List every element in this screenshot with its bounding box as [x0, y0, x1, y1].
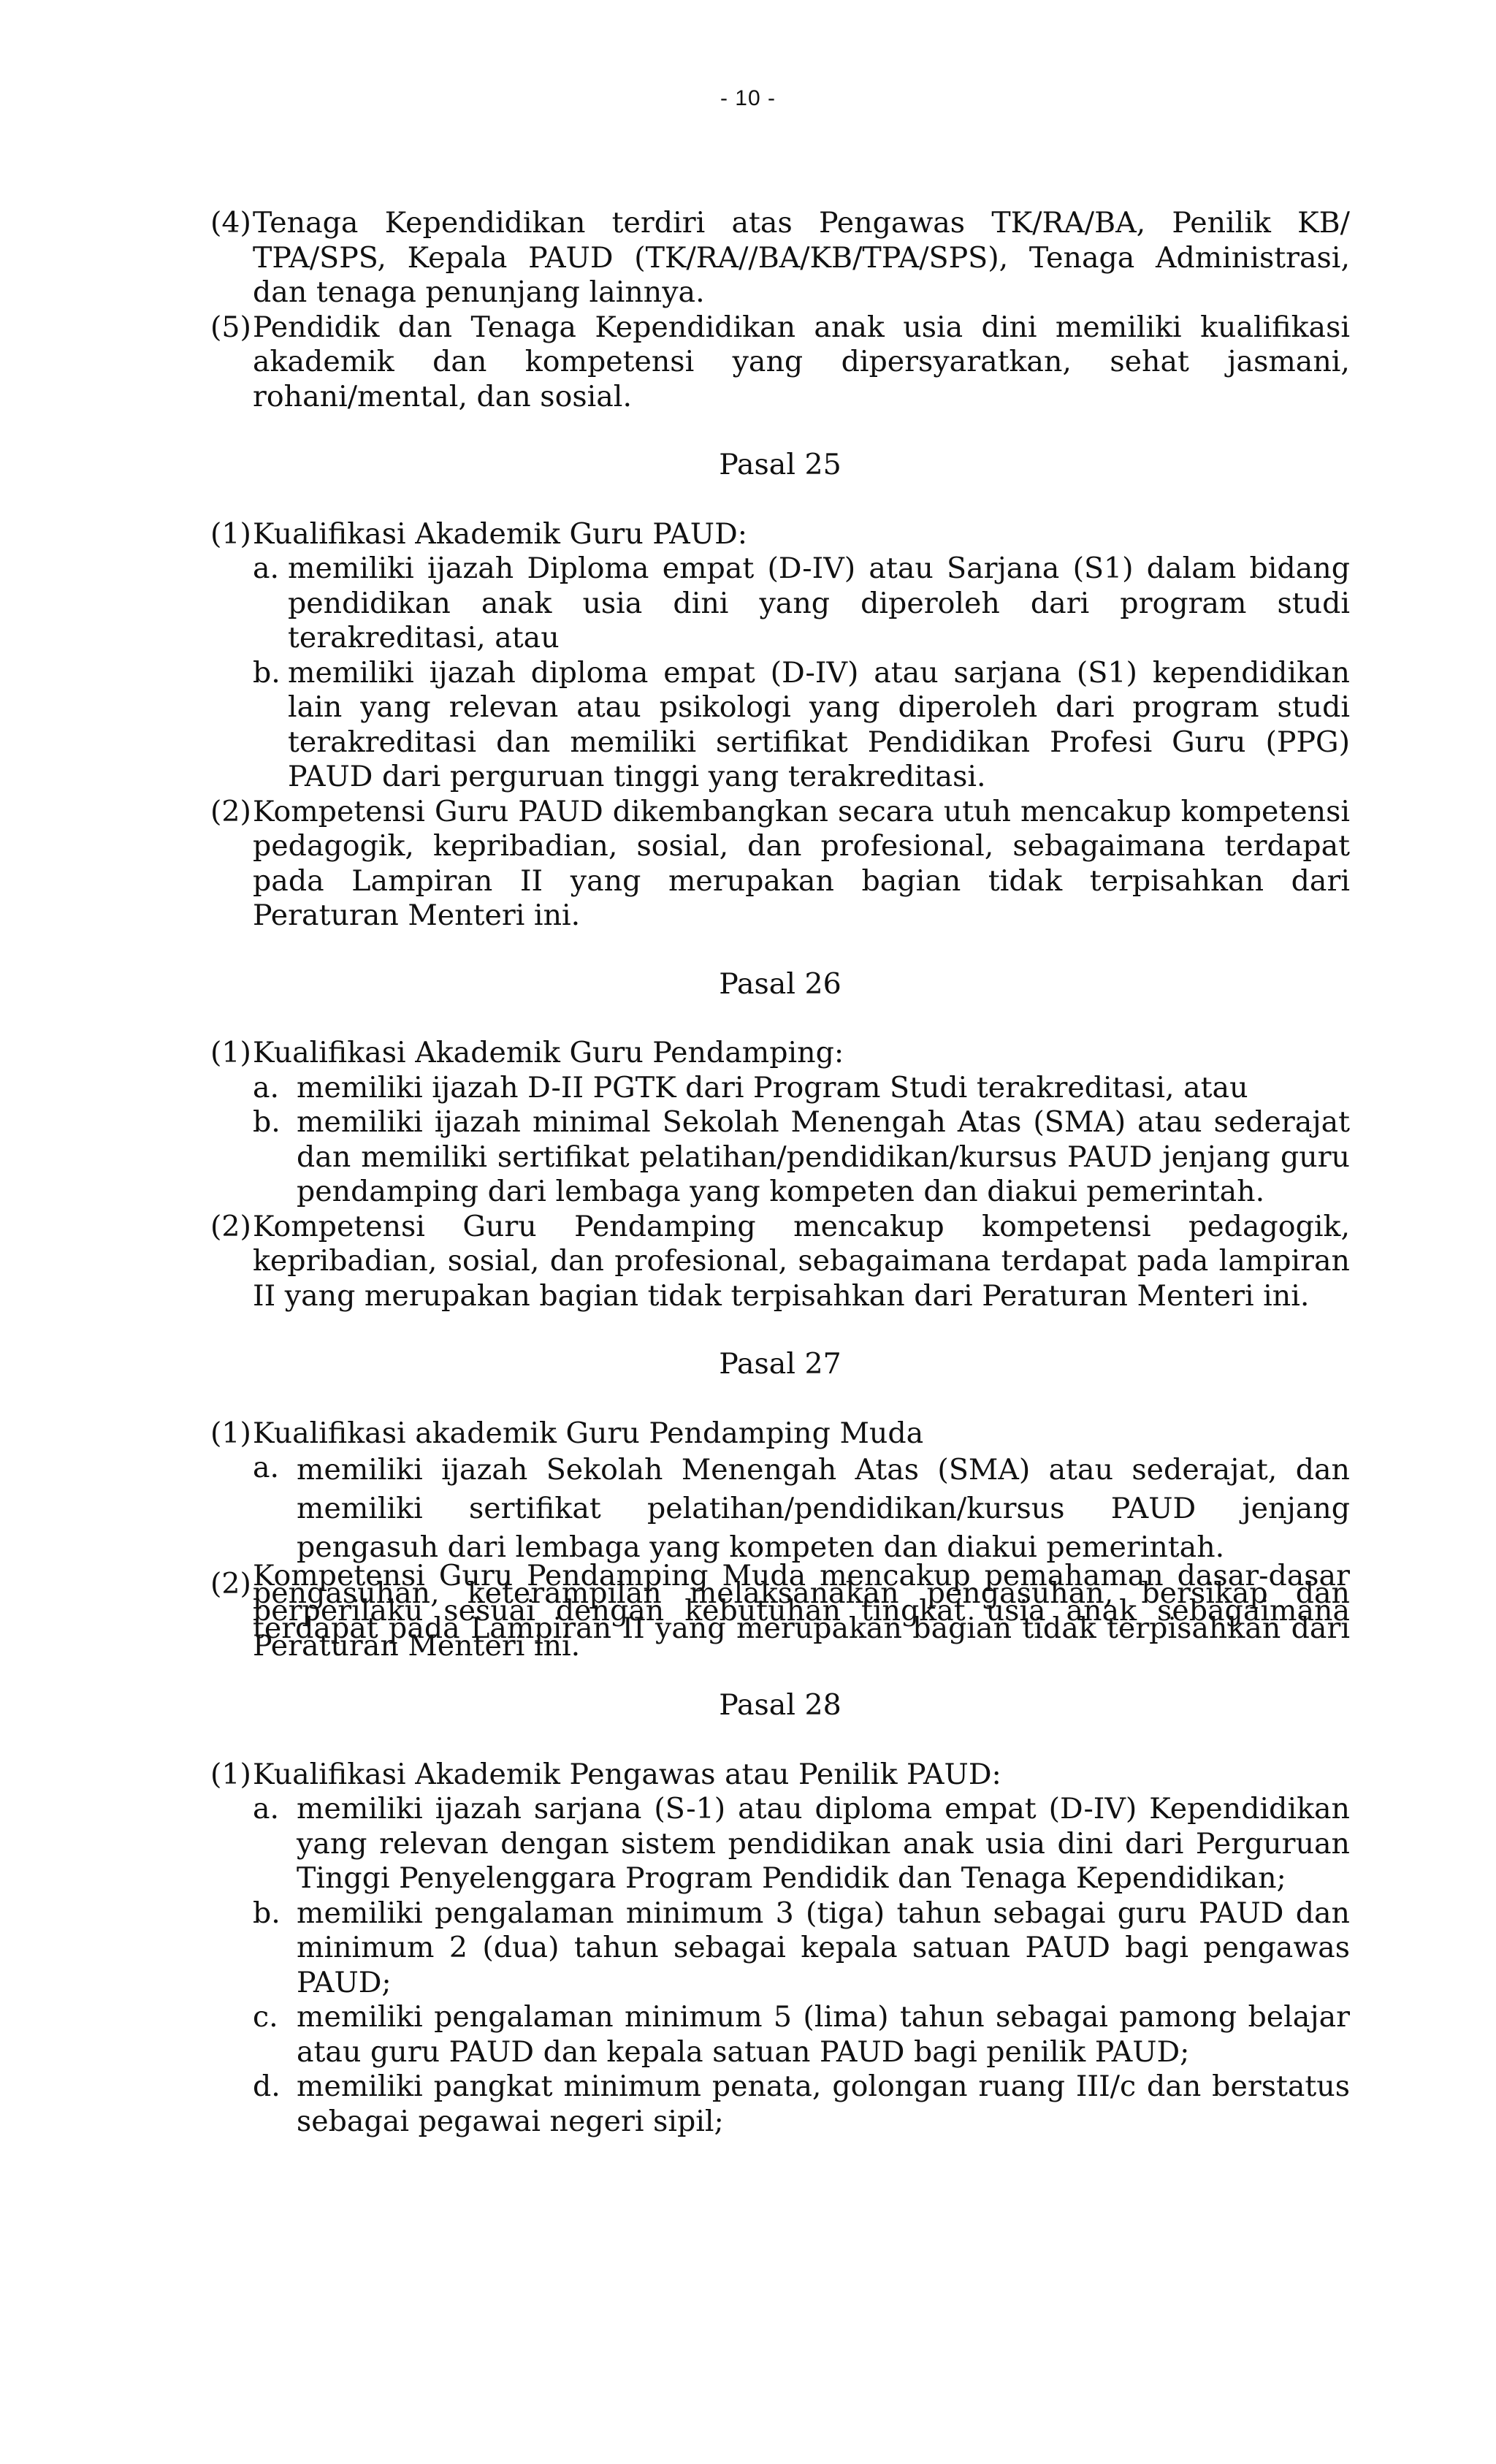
item-text: Kualifikasi Akademik Guru PAUD:	[253, 516, 748, 551]
item-text: Kualifikasi Akademik Guru Pendamping:	[253, 1036, 844, 1069]
item-text: memiliki ijazah sarjana (S-1) atau diploma empat (D-IV) Kependidikan yang relevan dengan sistem pendidikan anak usia dini dari Perguruan Tinggi Penyelenggara Program Pendidik dan Tenaga Kependidikan;	[297, 1792, 1350, 1895]
pasal-25-heading: Pasal 25	[719, 448, 842, 481]
pasal-25-point-a	[210, 552, 1350, 656]
item-text: Kualifikasi akademik Guru Pendamping Muda	[253, 1416, 924, 1450]
item-letter: b.	[253, 655, 280, 690]
pasal-27-heading: Pasal 27	[719, 1347, 842, 1381]
pasal-25-ayat-2	[210, 795, 1350, 934]
item-text: memiliki ijazah Sekolah Menengah Atas (SMA) atau sederajat, dan memiliki sertifikat pelatihan/pendidikan/kursus PAUD jenjang pengasuh dari lembaga yang kompeten dan diakui pemerintah.	[297, 1453, 1350, 1564]
item-text: Kompetensi Guru Pendamping Muda mencakup pemahaman dasar-dasar pengasuhan, keterampilan melaksanakan pengasuhan, bersikap dan berperilaku sesuai dengan kebutuhan tingkat usia anak sebagaimana terdapat pada Lampiran II yang merupakan bagian tidak terpisahkan dari Peraturan Menteri ini.	[253, 1559, 1350, 1663]
item-letter: a.	[253, 1451, 280, 1484]
pasal-28-heading: Pasal 28	[719, 1688, 842, 1722]
pasal-28-point-b	[210, 1896, 1350, 2001]
item-letter: c.	[253, 2000, 278, 2034]
pasal-25-point-b	[210, 656, 1350, 795]
item-number: (4)	[210, 206, 251, 240]
item-text: Pendidik dan Tenaga Kependidikan anak usia dini memiliki kualifikasi akademik dan kompetensi yang dipersyaratkan, sehat jasmani, rohani/mental, dan sosial.	[253, 310, 1350, 413]
item-text: memiliki pangkat minimum penata, golongan ruang III/c dan berstatus sebagai pegawai negeri sipil;	[297, 2070, 1350, 2138]
item-number: (1)	[210, 1757, 251, 1791]
item-letter: b.	[253, 1896, 280, 1930]
item-number: (2)	[210, 794, 251, 828]
item-number: (2)	[210, 1567, 251, 1601]
pasal-27-point-a	[210, 1451, 1350, 1567]
pasal-27-ayat-2	[210, 1559, 1350, 1663]
item-number: (1)	[210, 516, 251, 551]
item-letter: a.	[253, 1070, 280, 1105]
item-text: memiliki pengalaman minimum 5 (lima) tahun sebagai pamong belajar atau guru PAUD dan kepala satuan PAUD bagi penilik PAUD;	[297, 2000, 1350, 2069]
document-body	[210, 206, 1350, 2139]
item-text: Kualifikasi Akademik Pengawas atau Penilik PAUD:	[253, 1757, 1001, 1791]
item-text: Kompetensi Guru Pendamping mencakup kompetensi pedagogik, kepribadian, sosial, dan profesional, sebagaimana terdapat pada lampiran II yang merupakan bagian tidak terpisahkan dari Peraturan Menteri ini.	[253, 1209, 1350, 1313]
pasal-26-heading: Pasal 26	[719, 966, 842, 1001]
item-text: memiliki pengalaman minimum 3 (tiga) tahun sebagai guru PAUD dan minimum 2 (dua) tahun sebagai kepala satuan PAUD bagi pengawas PAUD;	[297, 1896, 1350, 1999]
pasal-26-point-a	[210, 1071, 1350, 1106]
pasal-28-ayat-1	[210, 1758, 1350, 1793]
pasal-28-point-a	[210, 1792, 1350, 1896]
item-letter: a.	[253, 1792, 280, 1826]
pasal-26-ayat-1	[210, 1036, 1350, 1071]
item-text: memiliki ijazah D-II PGTK dari Program Studi terakreditasi, atau	[297, 1070, 1248, 1105]
item-number: (5)	[210, 310, 251, 344]
page-number: - 10 -	[720, 86, 776, 110]
pasal-26-ayat-2	[210, 1210, 1350, 1314]
pasal-28-point-c	[210, 2000, 1350, 2070]
item-text: Kompetensi Guru PAUD dikembangkan secara utuh mencakup kompetensi pedagogik, kepribadian, sosial, dan profesional, sebagaimana terdapat pada Lampiran II yang merupakan bagian tidak terpisahkan dari Peraturan Menteri ini.	[253, 794, 1350, 932]
item-text: memiliki ijazah minimal Sekolah Menengah Atas (SMA) atau sederajat dan memiliki sertifikat pelatihan/pendidikan/kursus PAUD jenjang guru pendamping dari lembaga yang kompeten dan diakui pemerintah.	[297, 1105, 1350, 1208]
ayat-4	[210, 206, 1350, 310]
item-number: (2)	[210, 1209, 251, 1243]
item-number: (1)	[210, 1036, 251, 1069]
item-text: memiliki ijazah diploma empat (D-IV) atau sarjana (S1) kependidikan lain yang relevan atau psikologi yang diperoleh dari program studi terakreditasi dan memiliki sertifikat Pendidikan Profesi Guru (PPG) PAUD dari perguruan tinggi yang terakreditasi.	[288, 655, 1350, 793]
item-number: (1)	[210, 1416, 251, 1450]
ayat-5	[210, 310, 1350, 415]
pasal-28-point-d	[210, 2070, 1350, 2139]
pasal-27-ayat-1	[210, 1416, 1350, 1452]
pasal-26-point-b	[210, 1105, 1350, 1210]
item-letter: a.	[253, 552, 280, 585]
item-letter: d.	[253, 2070, 280, 2103]
item-text: Tenaga Kependidikan terdiri atas Pengawas TK/RA/BA, Penilik KB/ TPA/SPS, Kepala PAUD (TK/RA//BA/KB/TPA/SPS), Tenaga Administrasi, dan tenaga penunjang lainnya.	[253, 206, 1350, 309]
pasal-25-ayat-1	[210, 517, 1350, 552]
item-letter: b.	[253, 1105, 280, 1139]
item-text: memiliki ijazah Diploma empat (D-IV) atau Sarjana (S1) dalam bidang pendidikan anak usia dini yang diperoleh dari program studi terakreditasi, atau	[288, 552, 1350, 655]
